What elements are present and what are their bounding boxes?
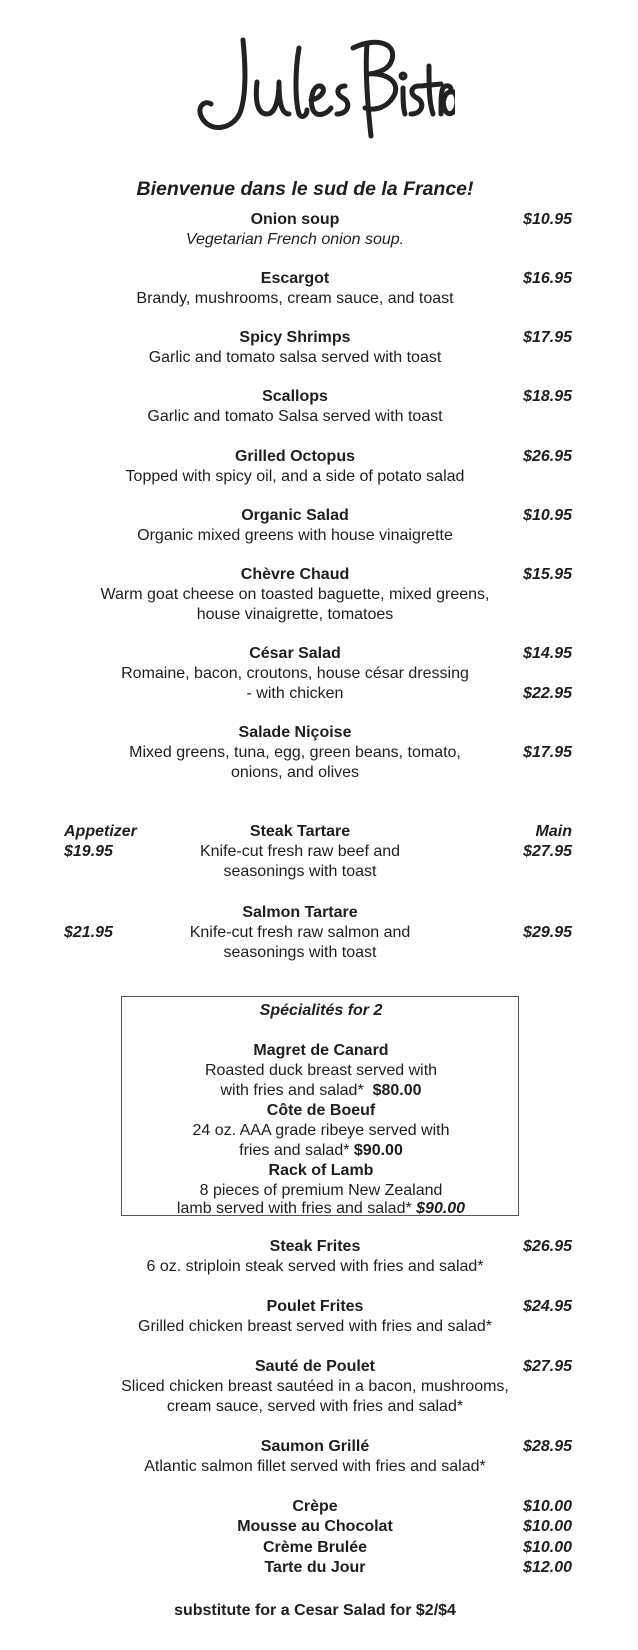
item-price: $10.95	[523, 507, 572, 524]
special-description-line-2	[122, 1199, 520, 1219]
special-description-line-1: 8 pieces of premium New Zealand	[199, 1182, 443, 1199]
item-price: $10.00	[523, 1539, 572, 1556]
dessert-tarte-du-jour	[105, 1558, 525, 1578]
item-price: $26.95	[523, 1238, 572, 1255]
menu-item-grilled-octopus	[85, 447, 505, 487]
welcome-heading: Bienvenue dans le sud de la France!	[136, 178, 474, 200]
item-description: 6 oz. striploin steak served with fries and salad*	[146, 1258, 484, 1275]
main-price: $29.95	[523, 924, 572, 941]
item-price: $18.95	[523, 388, 572, 405]
item-name: Escargot	[260, 270, 330, 287]
item-price: $14.95	[523, 645, 572, 662]
main-price: $27.95	[523, 843, 572, 860]
dessert-creme-brulee	[105, 1538, 525, 1558]
item-description-line-2: cream sauce, served with fries and salad*	[166, 1398, 464, 1415]
item-price: $12.00	[523, 1559, 572, 1576]
item-name: César Salad	[249, 645, 341, 662]
item-description: Brandy, mushrooms, cream sauce, and toast	[136, 290, 454, 307]
menu-item-scallops	[85, 387, 505, 427]
item-description-line-2: onions, and olives	[230, 764, 360, 781]
appetizer-label: Appetizer	[64, 823, 137, 840]
item-price: $17.95	[523, 744, 572, 761]
item-description-line-1: Romaine, bacon, croutons, house césar dressing	[121, 665, 469, 682]
dessert-mousse-au-chocolat	[105, 1517, 525, 1537]
jules-bistro-logo	[195, 30, 455, 140]
dessert-crepe	[105, 1497, 525, 1517]
menu-item-salmon-tartare	[90, 903, 510, 963]
item-name: Mousse au Chocolat	[237, 1518, 393, 1535]
menu-item-steak-frites	[105, 1237, 525, 1277]
footer-note: substitute for a Cesar Salad for $2/$4	[174, 1602, 456, 1619]
menu-item-salade-nicoise	[85, 723, 505, 783]
item-price: $17.95	[523, 329, 572, 346]
menu-item-organic-salad	[85, 506, 505, 546]
item-price: $16.95	[523, 270, 572, 287]
item-price: $24.95	[523, 1298, 572, 1315]
item-name: Organic Salad	[241, 507, 349, 524]
item-description-line-1: Warm goat cheese on toasted baguette, mixed greens,	[100, 586, 490, 603]
item-name: Crème Brulée	[262, 1539, 368, 1556]
special-description-text: with fries and salad*	[220, 1082, 364, 1099]
special-name: Magret de Canard	[253, 1042, 389, 1059]
item-name: Poulet Frites	[266, 1298, 364, 1315]
menu-item-chevre-chaud	[85, 565, 505, 625]
item-price: $26.95	[523, 448, 572, 465]
item-name: Spicy Shrimps	[239, 329, 351, 346]
item-price: $10.00	[523, 1518, 572, 1535]
item-description-line-2: seasonings with toast	[223, 944, 377, 961]
menu-item-escargot	[85, 269, 505, 309]
item-description: Organic mixed greens with house vinaigrette	[137, 527, 453, 544]
special-description-text: fries and salad*	[239, 1142, 350, 1159]
special-name: Côte de Boeuf	[266, 1102, 376, 1119]
menu-item-saute-de-poulet	[105, 1357, 525, 1417]
special-description-line-1: 24 oz. AAA grade ribeye served with	[192, 1122, 450, 1139]
item-name: Steak Tartare	[249, 823, 351, 840]
specialites-title: Spécialités for 2	[259, 1002, 383, 1019]
item-name: Saumon Grillé	[260, 1438, 370, 1455]
item-name: Onion soup	[250, 211, 340, 228]
item-price: $10.95	[523, 211, 572, 228]
item-description-line-2: seasonings with toast	[223, 863, 377, 880]
item-name: Chèvre Chaud	[240, 566, 350, 583]
item-name: Salmon Tartare	[242, 904, 358, 921]
menu-item-steak-tartare	[90, 822, 510, 882]
item-name: Scallops	[262, 388, 328, 405]
item-description: Vegetarian French onion soup.	[185, 231, 405, 248]
item-description: Garlic and tomato salsa served with toast	[148, 349, 442, 366]
special-price: $90.00	[353, 1142, 403, 1159]
menu-item-cesar-salad	[85, 644, 505, 704]
item-description: Grilled chicken breast served with fries and salad*	[138, 1318, 492, 1335]
main-label: Main	[535, 823, 572, 840]
item-description-line-2: - with chicken	[246, 685, 344, 702]
special-name: Rack of Lamb	[268, 1162, 374, 1179]
item-description-line-2: house vinaigrette, tomatoes	[196, 606, 394, 623]
menu-item-spicy-shrimps	[85, 328, 505, 368]
appetizer-price: $21.95	[64, 924, 113, 941]
special-description-line-2	[122, 1081, 520, 1101]
special-description-line-1: Roasted duck breast served with	[204, 1062, 438, 1079]
item-description-line-1: Sliced chicken breast sautéed in a bacon, mushrooms,	[121, 1378, 509, 1395]
specialites-box	[121, 996, 519, 1216]
item-description: Topped with spicy oil, and a side of potato salad	[125, 468, 465, 485]
item-description: Garlic and tomato Salsa served with toast	[147, 408, 443, 425]
item-price: $28.95	[523, 1438, 572, 1455]
item-description-line-1: Knife-cut fresh raw salmon and	[189, 924, 411, 941]
item-price: $10.00	[523, 1498, 572, 1515]
item-price: $15.95	[523, 566, 572, 583]
item-description-line-1: Mixed greens, tuna, egg, green beans, tomato,	[129, 744, 461, 761]
item-name: Grilled Octopus	[234, 448, 355, 465]
special-description-line-2	[122, 1141, 520, 1161]
special-price: $80.00	[372, 1082, 422, 1099]
item-description: Atlantic salmon fillet served with fries and salad*	[144, 1458, 486, 1475]
special-price: $90.00	[416, 1200, 466, 1217]
item-description-line-1: Knife-cut fresh raw beef and	[199, 843, 401, 860]
item-name: Tarte du Jour	[264, 1559, 366, 1576]
logo-signature-graphic	[195, 30, 455, 140]
appetizer-price: $19.95	[64, 843, 113, 860]
menu-item-saumon-grille	[105, 1437, 525, 1477]
menu-item-onion-soup	[85, 210, 505, 250]
item-price: $27.95	[523, 1358, 572, 1375]
item-name: Salade Niçoise	[238, 724, 352, 741]
item-name: Crèpe	[292, 1498, 338, 1515]
item-name: Steak Frites	[269, 1238, 361, 1255]
item-name: Sauté de Poulet	[254, 1358, 376, 1375]
special-description-text: lamb served with fries and salad*	[176, 1200, 412, 1217]
item-price-with-chicken: $22.95	[523, 685, 572, 702]
menu-item-poulet-frites	[105, 1297, 525, 1337]
